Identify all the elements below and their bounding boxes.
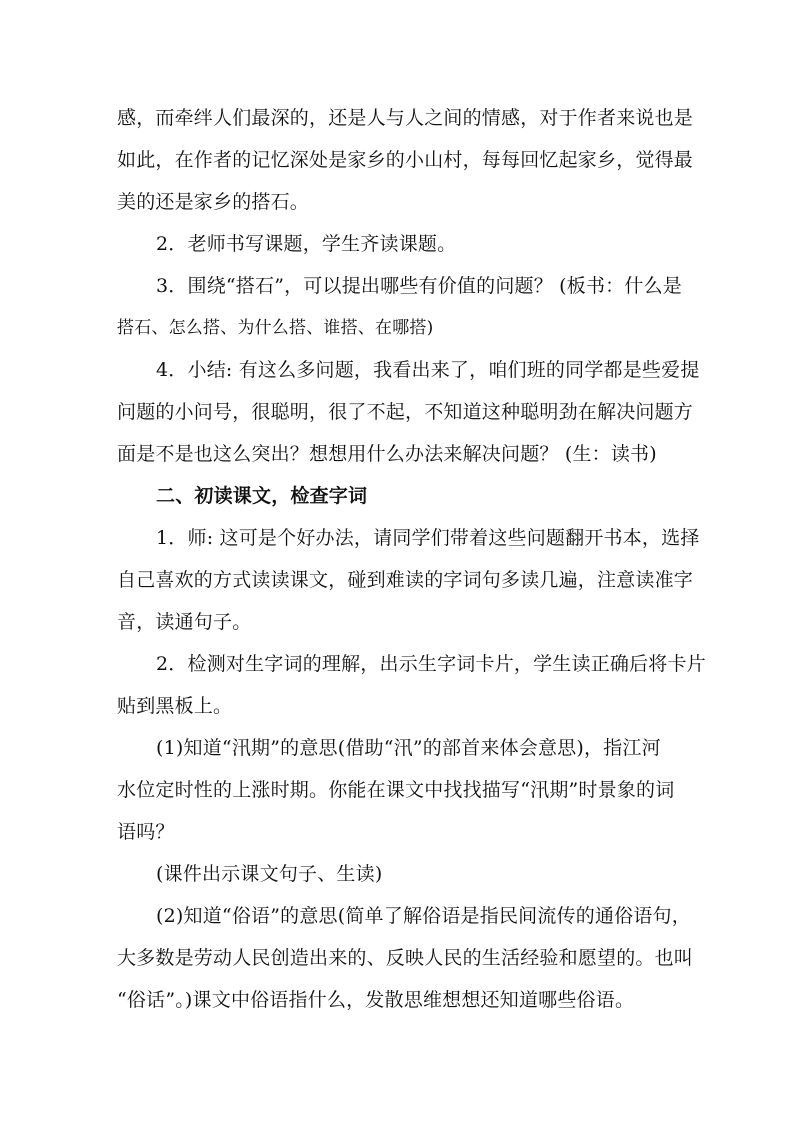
- text-line: 搭石、怎么搭、为什么搭、谁搭、在哪搭): [117, 318, 434, 338]
- text-line: 水位定时性的上涨时期。你能在课文中找找描写“汛期”时景象的词: [117, 779, 675, 801]
- text-line: 2．老师书写课题，学生齐读课题。: [156, 233, 457, 255]
- text-line: 2．检测对生字词的理解，出示生字词卡片，学生读正确后将卡片: [156, 653, 706, 675]
- text-line: 美的还是家乡的搭石。: [117, 191, 310, 213]
- text-line: 大多数是劳动人民创造出来的、反映人民的生活经验和愿望的。也叫: [117, 947, 694, 969]
- text-line: 1．师: 这可是个好办法，请同学们带着这些问题翻开书本，选择: [156, 527, 700, 549]
- text-line: (课件出示课文句子、生读): [156, 863, 383, 885]
- text-line: 问题的小问号，很聪明，很了不起，不知道这种聪明劲在解决问题方: [117, 401, 694, 423]
- text-line: 自己喜欢的方式读读课文，碰到难读的字词句多读几遍，注意读准字: [117, 569, 694, 591]
- text-line: 语吗？: [117, 821, 175, 843]
- text-line: 3．围绕“搭石”，可以提出哪些有价值的问题？ (板书：什么是: [156, 275, 682, 297]
- text-line: 感，而牵绊人们最深的，还是人与人之间的情感，对于作者来说也是: [117, 107, 694, 129]
- text-line: 4．小结: 有这么多问题，我看出来了，咱们班的同学都是些爱提: [156, 359, 700, 381]
- text-line: (2)知道“俗语”的意思(简单了解俗语是指民间流传的通俗语句，: [156, 905, 691, 927]
- section-heading: 二、初读课文，检查字词: [156, 485, 368, 507]
- text-line: 面是不是也这么突出？想想用什么办法来解决问题？ (生：读书): [117, 443, 657, 465]
- text-line: 音，读通句子。: [117, 611, 252, 633]
- text-line: (1)知道“汛期”的意思(借助“汛”的部首来体会意思)，指江河: [156, 737, 661, 759]
- text-line: “俗话”。)课文中俗语指什么，发散思维想想还知道哪些俗语。: [117, 989, 635, 1011]
- text-line: 贴到黑板上。: [117, 695, 233, 717]
- text-line: 如此，在作者的记忆深处是家乡的小山村，每每回忆起家乡，觉得最: [117, 149, 694, 171]
